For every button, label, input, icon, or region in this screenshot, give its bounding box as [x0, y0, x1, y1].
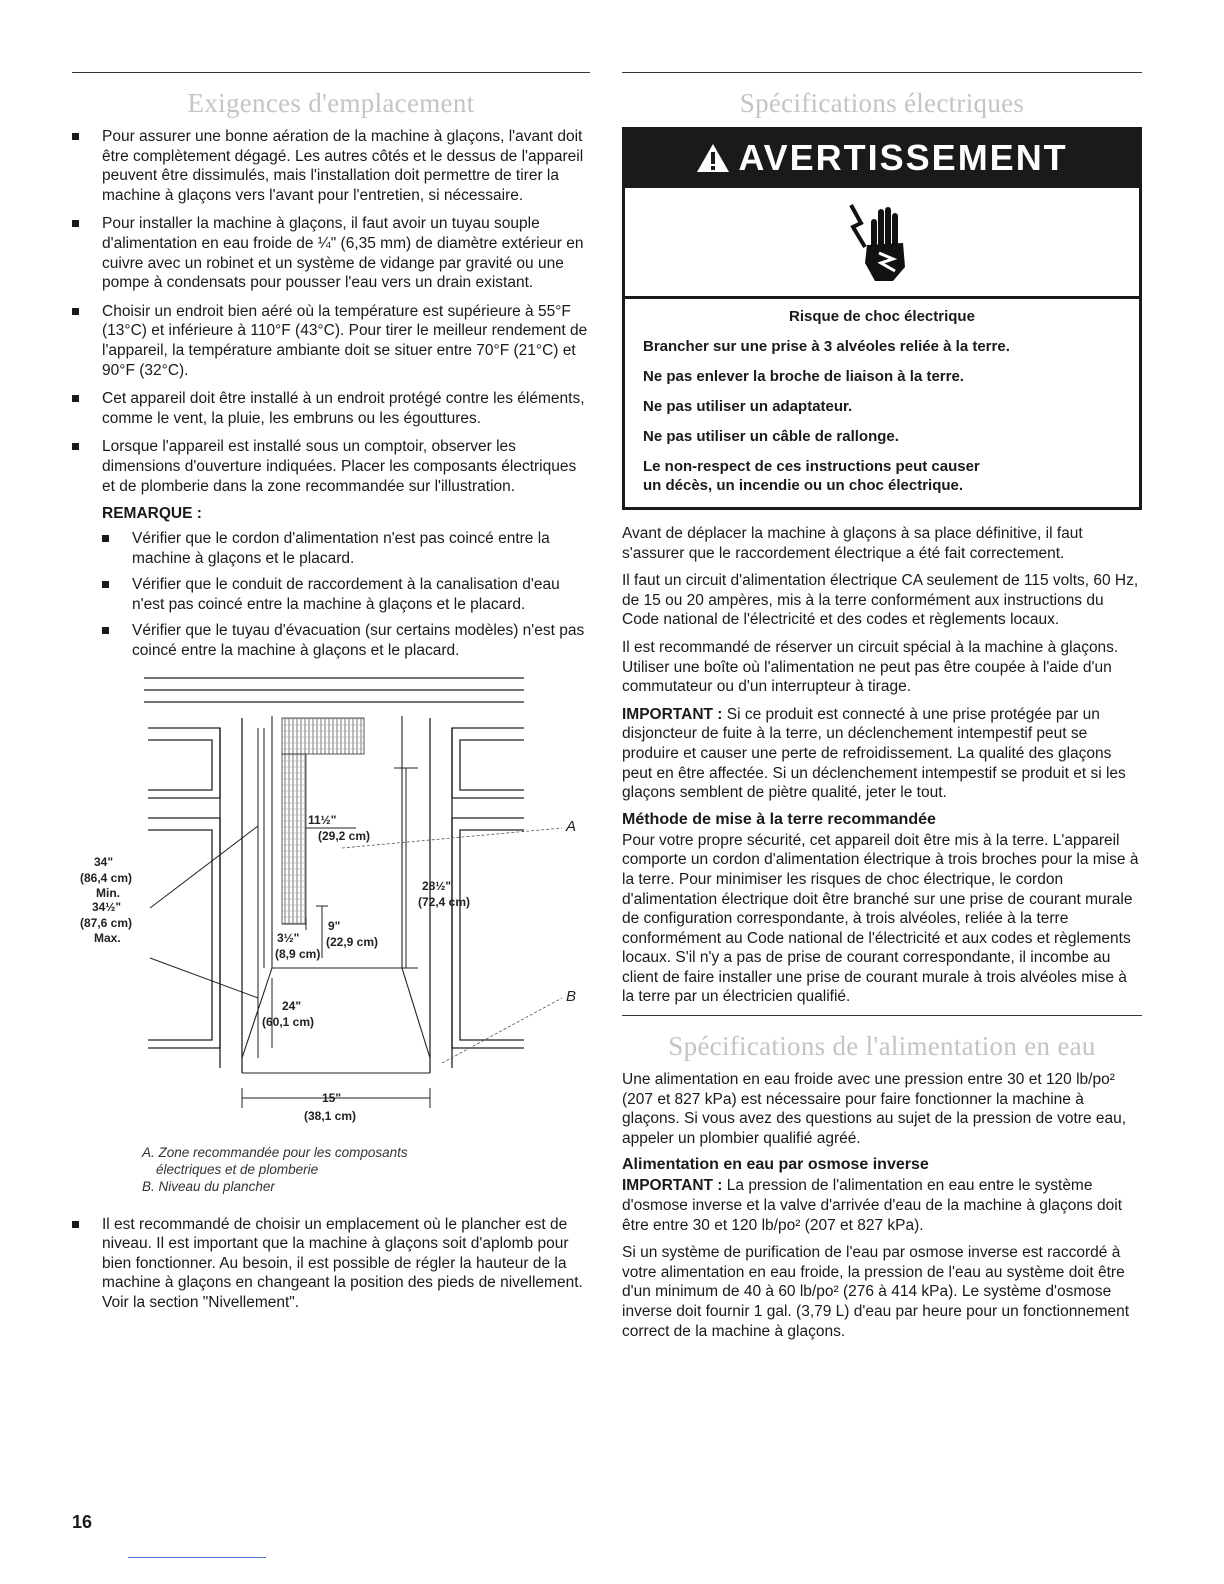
reverse-osmosis-heading: Alimentation en eau par osmose inverse	[622, 1156, 929, 1174]
zone-width-cm: (29,2 cm)	[318, 828, 371, 843]
callout-b: B	[566, 987, 577, 1005]
height-min-in: 34"	[94, 854, 114, 869]
page-number: 16	[72, 1512, 93, 1532]
depth-cm: (60,1 cm)	[262, 1014, 315, 1029]
min-label: Min.	[96, 885, 120, 900]
footer-line	[128, 1557, 266, 1558]
paragraph: Une alimentation en eau froide avec une pression entre 30 et 120 lb/po² (207 et 827 kPa) est nécessaire pour faire fonctionner la machine à glaçons. Si vous avez des questions au sujet de la pression de votre eau, appeler un plombier qualifié agréé.	[622, 1071, 1127, 1147]
height-max-in: 34½"	[92, 899, 122, 914]
small-width-cm: (8,9 cm)	[275, 946, 321, 961]
caption-b: B. Niveau du plancher	[142, 1178, 275, 1194]
list-item: Vérifier que le cordon d'alimentation n'est pas coincé entre la machine à glaçons et le placard.	[102, 529, 590, 568]
installation-diagram	[72, 668, 590, 1138]
list-item: Il est recommandé de choisir un emplacement où le plancher est de niveau. Il est important que la machine à glaçons soit d'aplomb pour bien fonctionner. Au besoin, il est possible de régler la hauteur de la machine à glaçons en changeant la position des pieds de nivellement. Voir la section "Nivellement".	[72, 1215, 590, 1313]
warning-line: Ne pas utiliser un câble de rallonge.	[643, 428, 899, 445]
warning-consequence-2: un décès, un incendie ou un choc électrique.	[643, 477, 964, 494]
paragraph: Si un système de purification de l'eau par osmose inverse est raccordé à votre alimentation en eau froide, la pression de l'eau au système doit être d'un minimum de 40 à 60 lb/po² (276 à 414 kPa). Le système d'osmose inverse doit fournir 1 gal. (3,79 L) d'eau par heure pour un fonctionnement correct de la machine à glaçons.	[622, 1244, 1130, 1340]
width-in: 15"	[322, 1090, 342, 1105]
zone-height-in: 28½"	[422, 878, 452, 893]
small-height-cm: (22,9 cm)	[326, 934, 379, 949]
important-label: IMPORTANT :	[622, 705, 723, 723]
height-min-cm: (86,4 cm)	[80, 870, 133, 885]
max-label: Max.	[94, 930, 121, 945]
important-label: IMPORTANT :	[622, 1177, 723, 1195]
important-paragraph	[622, 1176, 1142, 1235]
diagram-caption	[72, 1144, 590, 1195]
warning-text	[625, 299, 1139, 507]
zone-width-in: 11½"	[308, 812, 337, 827]
list-item: Lorsque l'appareil est installé sous un comptoir, observer les dimensions d'ouverture indiquées. Placer les composants électriques et de plomberie dans la zone recommandée sur l'illustration.	[72, 437, 590, 496]
zone-height-cm: (72,4 cm)	[418, 894, 471, 909]
section-title-electrical: Spécifications électriques	[739, 88, 1025, 118]
warning-consequence	[643, 457, 1121, 495]
grounding-heading: Méthode de mise à la terre recommandée	[622, 810, 936, 828]
warning-line: Ne pas enlever la broche de liaison à la terre.	[643, 368, 964, 385]
height-max-cm: (87,6 cm)	[80, 915, 133, 930]
list-item: Choisir un endroit bien aéré où la température est supérieure à 55°F (13°C) et inférieure à 110°F (43°C). Pour tirer le meilleur rendement de l'appareil, la température ambiante doit se situer entre 70°F (21°C) et 90°F (32°C).	[72, 302, 590, 380]
paragraph: Avant de déplacer la machine à glaçons à sa place définitive, il faut s'assurer que le raccordement électrique a été fait correctement.	[622, 525, 1083, 562]
electric-shock-icon	[847, 197, 917, 287]
section-rule	[622, 1015, 1142, 1016]
location-requirements-list	[72, 127, 590, 496]
note-label: REMARQUE :	[102, 505, 202, 523]
list-item: Pour assurer une bonne aération de la machine à glaçons, l'avant doit être complètement dégagé. Les autres côtés et le dessus de l'appareil peuvent être dissimulés, mais l'installation doit permettre de tirer la machine à glaçons vers l'avant pour l'entretien, si nécessaire.	[72, 127, 590, 205]
list-item: Vérifier que le tuyau d'évacuation (sur certains modèles) n'est pas coincé entre la machine à glaçons et le placard.	[102, 621, 590, 660]
warning-risk: Risque de choc électrique	[789, 308, 975, 325]
paragraph: Pour votre propre sécurité, cet appareil doit être mis à la terre. L'appareil comporte un cordon d'alimentation électrique à trois broches pour la mise à la terre. Pour minimiser les risques de choc électrique, le cordon d'alimentation électrique doit être branché sur une prise de courant murale de configuration correspondante, à trois alvéoles, reliée à la terre conformément au Code national de l'électricité et aux codes et règlements locaux. S'il n'y a pas de prise de courant correspondante, il incombe au client de faire installer une prise de courant murale à trois alvéoles mise à la terre par un électricien qualifié.	[622, 831, 1139, 1006]
list-item: Vérifier que le conduit de raccordement à la canalisation d'eau n'est pas coincé entre la machine à glaçons et le placard.	[102, 575, 590, 614]
caption-a-line2: électriques et de plomberie	[156, 1161, 319, 1177]
countertop	[144, 678, 524, 702]
recommended-zone	[282, 718, 364, 754]
important-text: La pression de l'alimentation en eau entre le système d'osmose inverse et la valve d'arrivée d'eau de la machine à glaçons doit être entre 30 et 120 lb/po² (207 et 827 kPa).	[622, 1177, 1122, 1234]
right-column	[622, 72, 1142, 1349]
recommended-zone-lower	[282, 754, 306, 924]
left-cabinet	[148, 718, 242, 1073]
warning-title: AVERTISSEMENT	[738, 137, 1068, 178]
important-paragraph	[622, 705, 1142, 803]
left-column	[72, 72, 590, 1322]
warning-line: Ne pas utiliser un adaptateur.	[643, 398, 853, 415]
warning-line: Brancher sur une prise à 3 alvéoles reliée à la terre.	[643, 338, 1010, 355]
list-item: Pour installer la machine à glaçons, il faut avoir un tuyau souple d'alimentation en eau froide de ¼" (6,35 mm) de diamètre extérieur en cuivre avec un robinet et un système de vidange par gravité ou une pompe à condensats pour pousser l'eau vers un drain existant.	[72, 214, 590, 292]
small-height-in: 9"	[328, 918, 341, 933]
warning-header	[625, 130, 1139, 188]
callout-a: A	[566, 817, 577, 835]
caption-a-line1: A. Zone recommandée pour les composants	[142, 1144, 408, 1160]
top-rule-right	[622, 72, 1142, 73]
paragraph: Il est recommandé de réserver un circuit spécial à la machine à glaçons. Utiliser une boîte où l'alimentation ne peut pas être coupée à l'aide d'un commutateur ou d'un interrupteur à tirage.	[622, 638, 1119, 696]
list-item: Cet appareil doit être installé à un endroit protégé contre les éléments, comme le vent, la pluie, les embruns ou les égouttures.	[72, 389, 590, 428]
small-width-in: 3½"	[277, 930, 300, 945]
warning-triangle-icon	[696, 143, 730, 173]
paragraph: Il faut un circuit d'alimentation électrique CA seulement de 115 volts, 60 Hz, de 15 ou 20 ampères, mis à la terre conformément aux instructions du Code national de l'électricité et des codes et règlements locaux.	[622, 572, 1139, 629]
leveling-list	[72, 1215, 590, 1313]
width-cm: (38,1 cm)	[304, 1108, 357, 1123]
section-title-water: Spécifications de l'alimentation en eau	[668, 1031, 1096, 1062]
important-text: Si ce produit est connecté à une prise protégée par un disjoncteur de fuite à la terre, un déclenchement intempestif peut se produire et causer une perte de refroidissement. La qualité des glaçons peut en être affectée. Si un déclenchement intempestif se produit et si les glaçons semblent de piètre qualité, jeter le tout.	[622, 705, 1126, 802]
section-title-location: Exigences d'emplacement	[187, 88, 475, 118]
warning-box	[622, 127, 1142, 510]
depth-in: 24"	[282, 998, 302, 1013]
top-rule-left	[72, 72, 590, 73]
warning-consequence-1: Le non-respect de ces instructions peut causer	[643, 458, 980, 475]
shock-hazard-icon-row	[625, 188, 1139, 299]
notes-list	[72, 529, 590, 661]
